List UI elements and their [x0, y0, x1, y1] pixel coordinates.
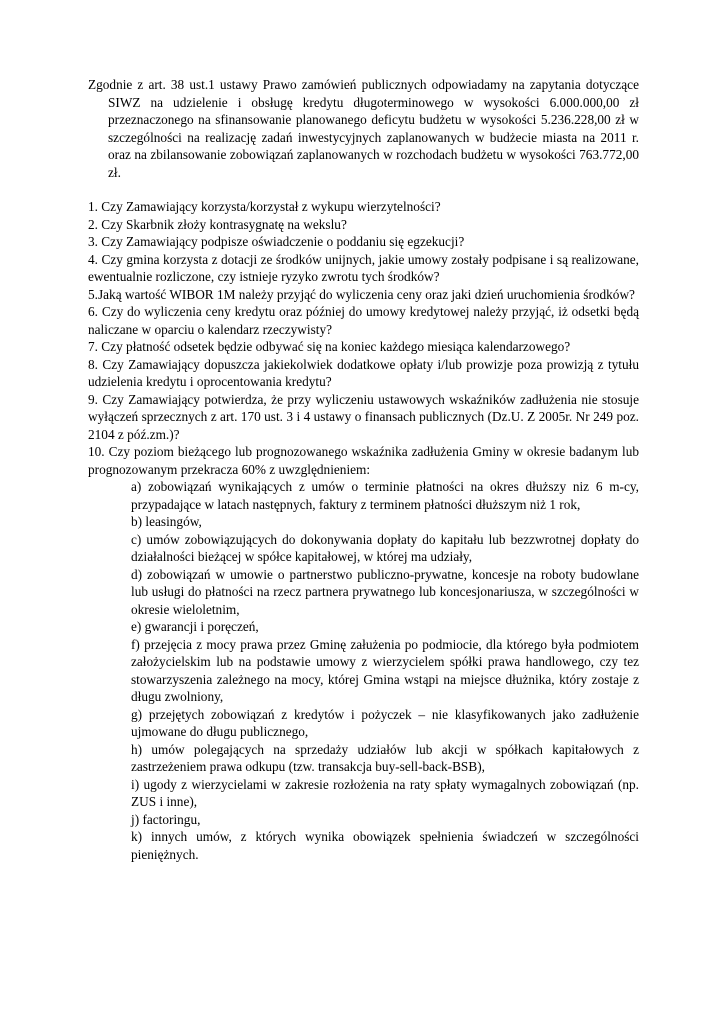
question-5: 5.Jaką wartość WIBOR 1M należy przyjąć do wyliczenia ceny oraz jaki dzień uruchomienia środków? [88, 286, 635, 302]
question-7: 7. Czy płatność odsetek będzie odbywać się na koniec każdego miesiąca kalendarzowego? [88, 339, 571, 354]
subitem-a: a) zobowiązań wynikających z umów o terminie płatności na okres dłuższy niz 6 m-cy, przypadające w latach następnych, faktury z terminem płatności dłuższym niż 1 rok, [131, 479, 639, 512]
intro-paragraph: Zgodnie z art. 38 ust.1 ustawy Prawo zamówień publicznych odpowiadamy na zapytania dotyczące SIWZ na udzielenie i obsługę kredytu długoterminowego w wysokości 6.000.000,00 zł przeznaczonego na sfinansowanie planowanego deficytu budżetu w wysokości 5.236.228,00 zł w szczególności na realizację zadań inwestycyjnych zaplanowanych w budżecie miasta na 2011 r. oraz na zbilansowanie zobowiązań zaplanowanych w rozchodach budżetu w wysokości 763.772,00 zł. [88, 77, 639, 180]
question-10: 10. Czy poziom bieżącego lub prognozowanego wskaźnika zadłużenia Gminy w okresie badanym lub prognozowanym przekracza 60% z uwzględnieniem: [88, 444, 639, 477]
question-9: 9. Czy Zamawiający potwierdza, że przy wyliczeniu ustawowych wskaźników zadłużenia nie stosuje wyłączeń sprzecznych z art. 170 ust. 3 i 4 ustawy o finansach publicznych (Dz.U. Z 2005r. Nr 249 poz. 2104 z póź.zm.)? [88, 391, 639, 442]
question-2: 2. Czy Skarbnik złoży kontrasygnatę na wekslu? [88, 216, 347, 232]
subitem-f: f) przejęcia z mocy prawa przez Gminę załużenia po podmiocie, dla którego była podmiotem założycielskim lub na podstawie umowy z wierzycielem spółki prawa handlowego, czy tez stowarzyszenia zależnego na mocy, której Gmina wstąpi na miejsce dłużnika, który zostaje z długu zwolniony, [131, 636, 639, 704]
subitem-d: d) zobowiązań w umowie o partnerstwo publiczno-prywatne, koncesje na roboty budowlane lub usługi do płatności na rzecz partnera prywatnego lub koncesjonariusza, w szczególności w okresie wieloletnim, [131, 566, 639, 617]
paragraph-gap [88, 181, 639, 198]
document-page [88, 76, 639, 863]
question-3: 3. Czy Zamawiający podpisze oświadczenie o poddaniu się egzekucji? [88, 234, 465, 249]
question-8: 8. Czy Zamawiający dopuszcza jakiekolwiek dodatkowe opłaty i/lub prowizje poza prowizją z tytułu udzielenia kredytu i oprocentowania kredytu? [88, 356, 639, 389]
subitem-g: g) przejętych zobowiązań z kredytów i pożyczek – nie klasyfikowanych jako zadłużenie ujmowane do długu publicznego, [131, 706, 639, 739]
subitem-k: k) innych umów, z których wynika obowiązek spełnienia świadczeń w szczególności pieniężnych. [131, 829, 639, 862]
subitem-j: j) factoringu, [131, 811, 201, 827]
subitem-b: b) leasingów, [131, 514, 202, 529]
question-4: 4. Czy gmina korzysta z dotacji ze środków unijnych, jakie umowy zostały podpisane i są realizowane, ewentualnie rozliczone, czy istnieje ryzyko zwrotu tych środków? [88, 251, 639, 284]
subitem-i: i) ugody z wierzycielami w zakresie rozłożenia na raty spłaty wymagalnych zobowiązań (np. ZUS i inne), [131, 776, 639, 809]
question-6: 6. Czy do wyliczenia ceny kredytu oraz później do umowy kredytowej należy przyjąć, iż odsetki będą naliczane w oparciu o kalendarz rzeczywisty? [88, 304, 639, 337]
subitem-h: h) umów polegających na sprzedaży udziałów lub akcji w spółkach kapitałowych z zastrzeżeniem prawa odkupu (tzw. transakcja buy-sell-back-BSB), [131, 741, 639, 774]
question-1: 1. Czy Zamawiający korzysta/korzystał z wykupu wierzytelności? [88, 199, 441, 214]
subitem-e: e) gwarancji i poręczeń, [131, 619, 259, 634]
question-10-sublist [88, 478, 639, 863]
subitem-c: c) umów zobowiązujących do dokonywania dopłaty do kapitału lub bezzwrotnej dopłaty do działalności bieżącej w spółce kapitałowej, w której ma udziały, [131, 531, 639, 564]
